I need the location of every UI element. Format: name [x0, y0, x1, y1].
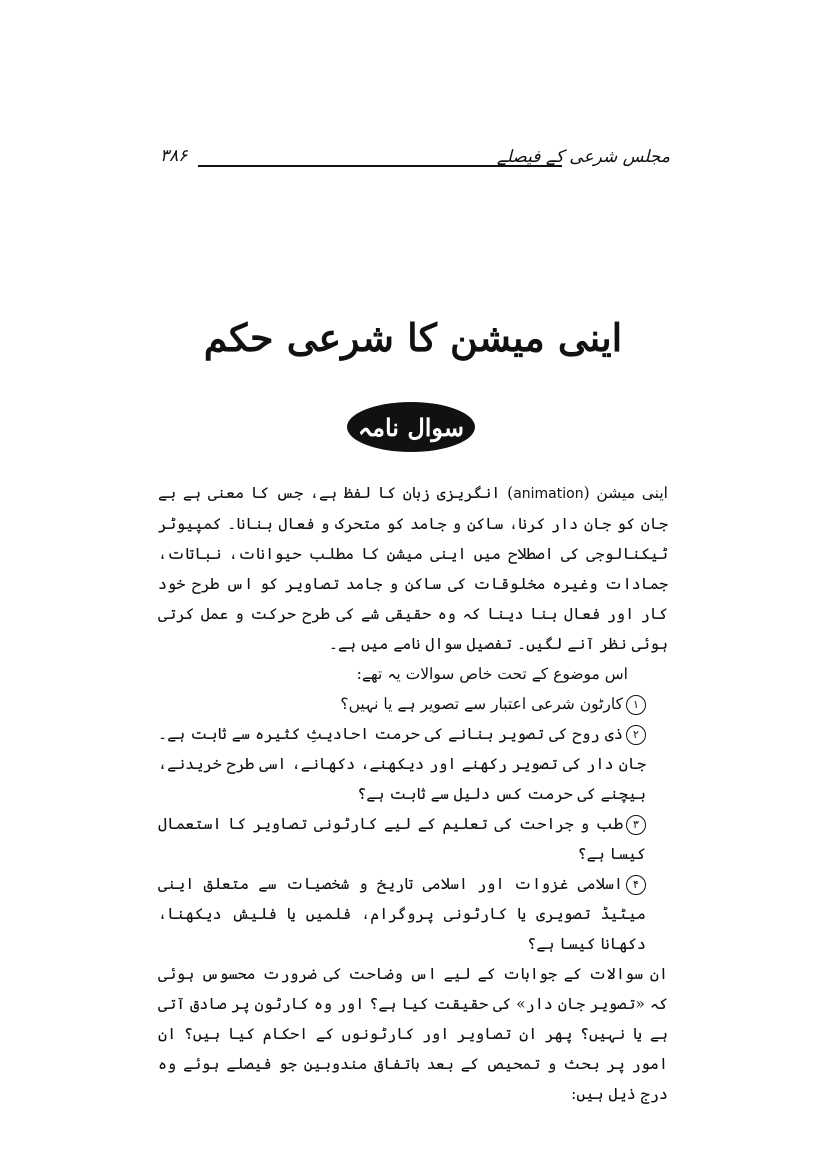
question-item [158, 869, 668, 959]
question-number: ۳ [626, 815, 646, 835]
intro-part-2: ) انگریزی زبان کا لفظ ہے، جس کا معنی ہے بے جان کو جان دار کرنا، ساکن و جامد کو متحرک و فعال بنانا۔ کمپیوٹر ٹیکنالوجی کی اصطلاح میں اینی میشن کا مطلب حیوانات، نباتات، جمادات وغیرہ مخلوقات کی ساکن و جامد تصاویر کو اس طرح خود کار اور فعال بنا دینا کہ وہ حقیقی شے کی طرح حرکت و عمل کرتی ہوئی نظر آنے لگیں۔ تفصیل سوال نامے میں ہے۔ [158, 484, 668, 653]
book-title: مجلس شرعی کے فیصلے [496, 147, 670, 167]
question-text: طب و جراحت کی تعلیم کے لیے کارٹونی تصاویر کا استعمال کیسا ہے؟ [158, 815, 646, 863]
question-item [158, 689, 668, 719]
question-text: کارٹون شرعی اعتبار سے تصویر ہے یا نہیں؟ [340, 695, 623, 713]
questions-intro: اس موضوع کے تحت خاص سوالات یہ تھے: [356, 665, 628, 683]
intro-paragraph [158, 478, 668, 659]
chapter-title: اینی میشن کا شرعی حکم [203, 315, 623, 360]
intro-part-1: اینی میشن ( [583, 484, 668, 502]
question-number: ۲ [626, 725, 646, 745]
conclusion-paragraph: ان سوالات کے جوابات کے لیے اس وضاحت کی ضرورت محسوس ہوئی کہ «تصویر جان دار» کی حقیقت کیا ہے؟ اور وہ کارٹون پر صادق آتی ہے یا نہیں؟ پھر ان تصاویر اور کارٹونوں کے احکام کیا ہیں؟ ان امور پر بحث و تمحیص کے بعد باتفاق مندوبین جو فیصلے ہوئے وہ درج ذیل ہیں: [158, 965, 668, 1103]
question-text: اسلامی غزوات اور اسلامی تاریخ و شخصیات سے متعلق اینی میٹیڈ تصویری یا کارٹونی پروگرام، فلمیں یا فلیش دیکھنا، دکھانا کیسا ہے؟ [158, 875, 646, 953]
question-number: ۱ [626, 695, 646, 715]
body-text [158, 478, 668, 1109]
question-item [158, 809, 668, 869]
question-number: ۴ [626, 875, 646, 895]
section-badge-label: سوال نامہ [358, 412, 464, 442]
running-header [160, 146, 670, 176]
page-number: ۳۸۶ [160, 146, 188, 166]
header-rule [198, 165, 562, 167]
section-badge [347, 402, 475, 452]
question-text: ذی روح کی تصویر بنانے کی حرمت احادیثِ کثیرہ سے ثابت ہے۔ جان دار کی تصویر رکھنے اور دیکھنے، دکھانے، اسی طرح خریدنے، بیچنے کی حرمت کس دلیل سے ثابت ہے؟ [158, 725, 646, 803]
english-term: animation [513, 486, 584, 502]
question-item [158, 719, 668, 809]
